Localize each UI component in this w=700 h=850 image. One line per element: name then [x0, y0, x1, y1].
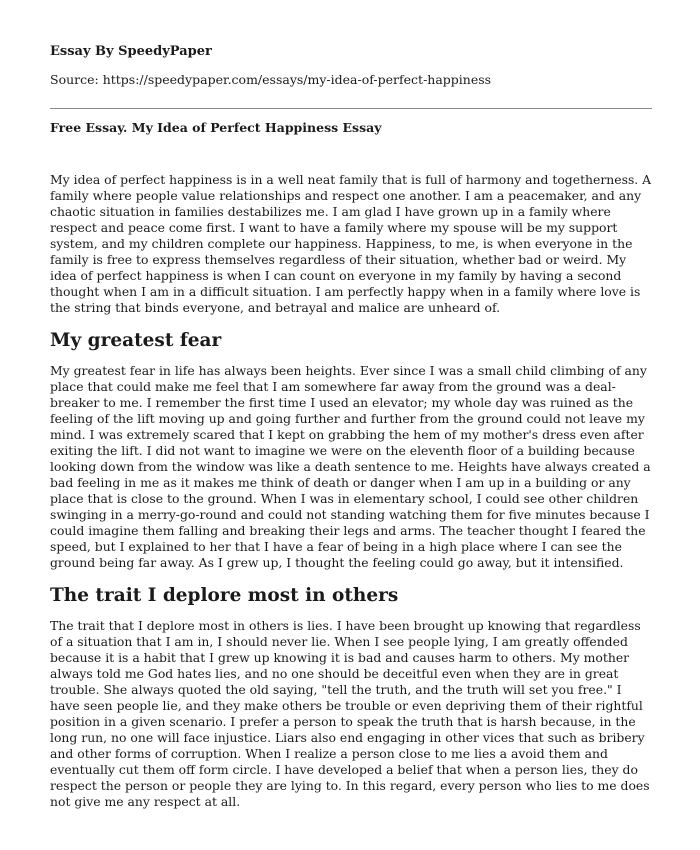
- essay-body: [50, 172, 655, 810]
- intro-paragraph: My idea of perfect happiness is in a well neat family that is full of harmony and togetherness. A family where people value relationships and respect one another. I am a peacemaker, and any chaotic situation in families destabilizes me. I am glad I have grown up in a family where respect and peace come first. I want to have a family where my spouse will be my support system, and my children complete our happiness. Happiness, to me, is when everyone in the family is free to express themselves regardless of their situation, whether bad or weird. My idea of perfect happiness is when I can count on everyone in my family by having a second thought when I am in a difficult situation. I am perfectly happy when in a family where love is the string that binds everyone, and betrayal and malice are unheard of.: [50, 172, 652, 315]
- section-paragraph-deplored-trait: The trait that I deplore most in others is lies. I have been brought up knowing that regardless of a situation that I am in, I should never lie. When I see people lying, I am greatly offended because it is a habit that I grew up knowing it is bad and causes harm to others. My mother always told me God hates lies, and no one should be deceitful even when they are in great trouble. She always quoted the old saying, "tell the truth, and the truth will set you free." I have seen people lie, and they make others be trouble or even depriving them of their rightful position in a given scenario. I prefer a person to speak the truth that is harsh because, in the long run, no one will face injustice. Liars also end engaging in other vices that such as bribery and other forms of corruption. When I realize a person close to me lies a avoid them and eventually cut them off form circle. I have developed a belief that when a person lies, they do respect the person or people they are lying to. In this regard, every person who lies to me does not give me any respect at all.: [50, 618, 650, 809]
- section-heading-greatest-fear: My greatest fear: [50, 330, 222, 351]
- section-paragraph-greatest-fear: My greatest fear in life has always been heights. Ever since I was a small child climbing of any place that could make me feel that I am somewhere far away from the ground was a deal-breaker to me. I remember the first time I used an elevator; my whole day was ruined as the feeling of the lift moving up and going further and further from the ground could not leave my mind. I was extremely scared that I kept on grabbing the hem of my mother's dress even after exiting the lift. I did not want to imagine we were on the eleventh floor of a building because looking down from the window was like a death sentence to me. Heights have always created a bad feeling in me as it makes me think of death or danger when I am up in a building or any place that is close to the ground. When I was in elementary school, I could see other children swinging in a merry-go-round and could not standing watching them for five minutes because I could imagine them falling and breaking their legs and arms. The teacher thought I feared the speed, but I explained to her that I have a fear of being in a high place where I can see the ground being far away. As I grew up, I thought the feeling could go away, but it intensified.: [50, 363, 651, 570]
- header-divider: [50, 108, 652, 109]
- essay-title: Free Essay. My Idea of Perfect Happiness Essay: [50, 120, 382, 135]
- section-heading-deplored-trait: The trait I deplore most in others: [50, 585, 399, 606]
- site-title: Essay By SpeedyPaper: [50, 44, 212, 59]
- source-line: Source: https://speedypaper.com/essays/my-idea-of-perfect-happiness: [50, 72, 492, 87]
